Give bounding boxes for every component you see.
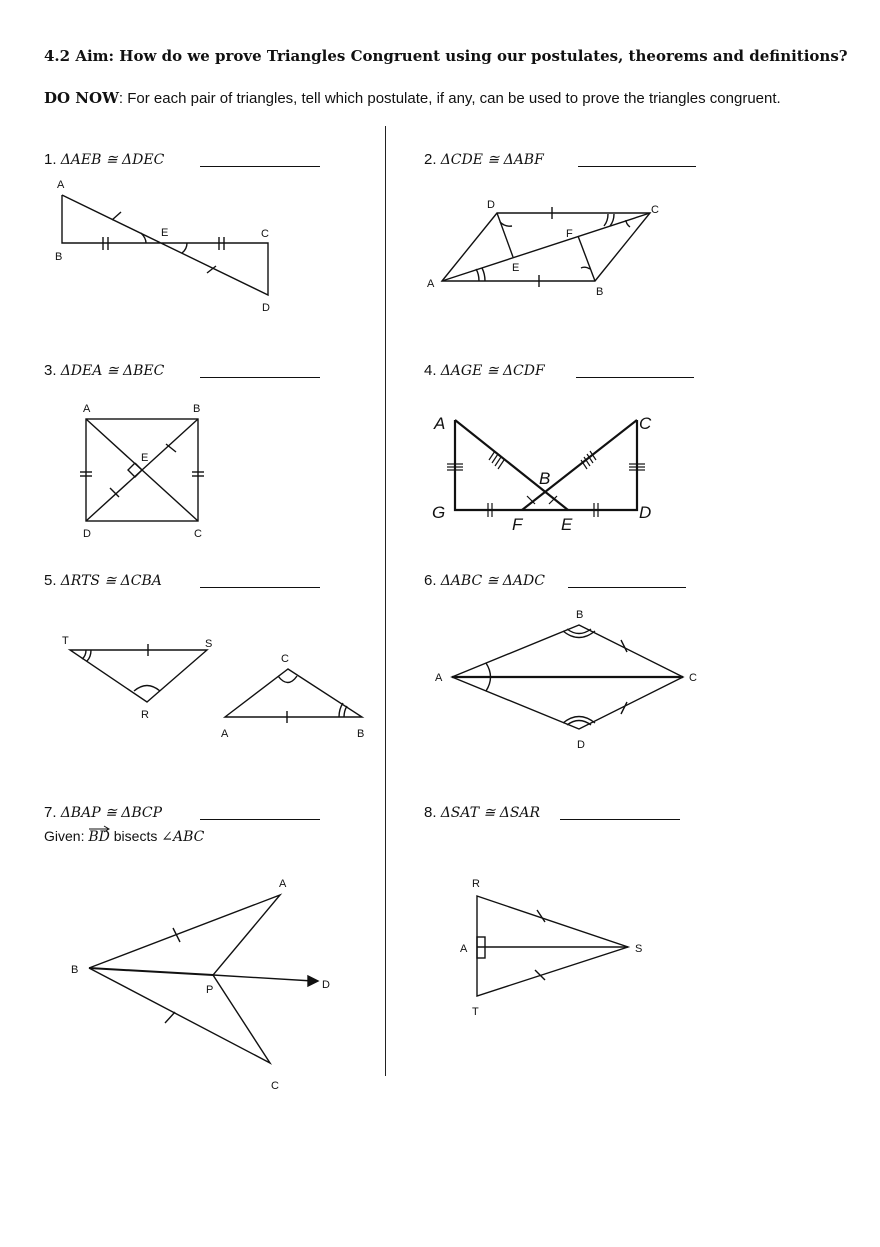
vertex-label: C (651, 204, 659, 216)
problem-number: 7. (44, 804, 57, 821)
given-angle: ∠ABC (161, 829, 205, 845)
vertex-label: A (221, 728, 229, 740)
problem-number: 5. (44, 572, 57, 589)
vertex-label: T (62, 635, 69, 647)
figure-5-diagram (70, 644, 362, 723)
ray-label: BD (88, 829, 110, 845)
vertex-label: A (427, 278, 435, 290)
do-now-label: DO NOW (44, 89, 119, 107)
problem-number: 6. (424, 572, 437, 589)
problem-statement: ΔCDE ≅ ΔABF (440, 152, 544, 168)
figure-1-diagram (62, 195, 268, 295)
vertex-label: A (434, 414, 446, 433)
vertex-label: C (261, 228, 269, 240)
vertex-label: D (639, 503, 652, 522)
problem-statement: ΔAEB ≅ ΔDEC (60, 152, 165, 168)
figure-1-labels (55, 179, 270, 314)
vertex-label: S (205, 638, 213, 650)
vertex-label: C (281, 653, 289, 665)
vertex-label: G (432, 503, 446, 522)
vertex-label: A (460, 943, 468, 955)
problem-number: 3. (44, 362, 57, 379)
figure-8-diagram (477, 896, 628, 996)
page-title: 4.2 Aim: How do we prove Triangles Congruent using our postulates, theorems and definitions? (44, 47, 848, 65)
figure-2-diagram (442, 207, 650, 287)
problem-statement: ΔAGE ≅ ΔCDF (440, 363, 545, 379)
vertex-label: T (472, 1006, 479, 1018)
vertex-label: R (141, 709, 149, 721)
figure-4-labels (432, 414, 652, 534)
problem-statement: ΔABC ≅ ΔADC (440, 573, 545, 589)
vertex-label: D (322, 979, 330, 991)
figure-3-labels (83, 403, 202, 540)
vertex-label: E (161, 227, 169, 239)
figure-7-diagram (89, 895, 318, 1063)
vertex-label: E (561, 515, 573, 534)
vertex-label: B (55, 251, 63, 263)
vertex-label: F (512, 515, 523, 534)
vertex-label: F (566, 228, 573, 240)
figure-6-diagram (452, 625, 683, 729)
vertex-label: C (271, 1080, 279, 1092)
do-now-text: : For each pair of triangles, tell which postulate, if any, can be used to prove the triangles congruent. (118, 90, 781, 107)
vertex-label: R (472, 878, 480, 890)
vertex-label: C (639, 414, 652, 433)
vertex-label: B (71, 964, 79, 976)
problem-statement: ΔRTS ≅ ΔCBA (60, 573, 162, 589)
vertex-label: B (193, 403, 201, 415)
vertex-label: B (576, 609, 584, 621)
problem-statement: ΔSAT ≅ ΔSAR (440, 805, 541, 821)
problem-statement: ΔDEA ≅ ΔBEC (60, 363, 165, 379)
vertex-label: E (512, 262, 520, 274)
problem-statement: ΔBAP ≅ ΔBCP (60, 805, 163, 821)
problem-number: 4. (424, 362, 437, 379)
problem-number: 8. (424, 804, 437, 821)
given-suffix: bisects (109, 828, 162, 844)
vertex-label: E (141, 452, 149, 464)
vertex-label: D (577, 739, 585, 751)
problem-number: 1. (44, 151, 57, 168)
vertex-label: A (435, 672, 443, 684)
vertex-label: D (262, 302, 270, 314)
problem-number: 2. (424, 151, 437, 168)
vertex-label: D (83, 528, 91, 540)
vertex-label: A (57, 179, 65, 191)
given-prefix: Given: (44, 828, 89, 844)
figure-7-labels (71, 878, 330, 1092)
vertex-label: B (357, 728, 365, 740)
vertex-label: B (539, 469, 551, 488)
vertex-label: A (279, 878, 287, 890)
figure-3-diagram (80, 419, 204, 521)
vertex-label: B (596, 286, 604, 298)
vertex-label: C (689, 672, 697, 684)
figure-5-labels (62, 635, 364, 740)
figure-1-lines (62, 195, 268, 295)
vertex-label: C (194, 528, 202, 540)
vertex-label: S (635, 943, 643, 955)
vertex-label: P (206, 984, 214, 996)
vertex-label: A (83, 403, 91, 415)
vertex-label: D (487, 199, 495, 211)
